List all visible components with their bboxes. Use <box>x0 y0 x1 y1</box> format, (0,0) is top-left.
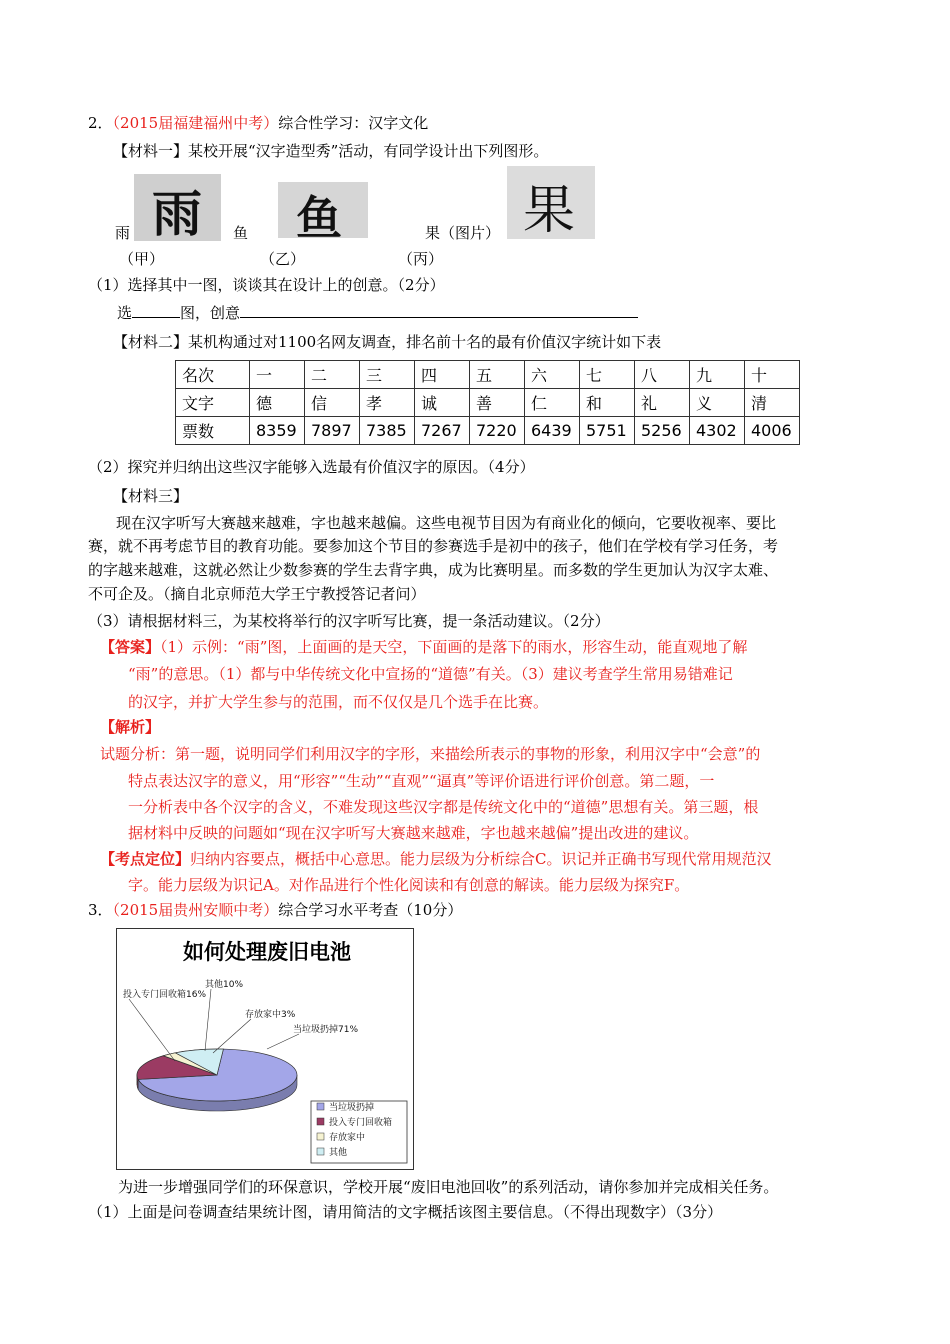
image-tag-bing: （丙） <box>398 250 444 268</box>
table-cell: 五 <box>470 361 525 389</box>
table-cell: 5256 <box>635 417 690 445</box>
leader-line <box>129 999 175 1061</box>
table-cell: 一 <box>250 361 305 389</box>
table-cell: 8359 <box>250 417 305 445</box>
q3-intro: 为进一步增强同学们的环保意识，学校开展“废旧电池回收”的系列活动，请你参加并完成相关任务。 <box>118 1178 779 1196</box>
row-label: 名次 <box>176 361 250 389</box>
table-cell: 7385 <box>360 417 415 445</box>
table-cell: 7220 <box>470 417 525 445</box>
table-cell: 义 <box>690 389 745 417</box>
row-label: 票数 <box>176 417 250 445</box>
row-label: 文字 <box>176 389 250 417</box>
image-tag-jia: （甲） <box>119 250 165 268</box>
answer-line <box>100 633 747 662</box>
pie-labels <box>123 978 358 1061</box>
table-row <box>176 361 800 389</box>
table-cell: 6439 <box>525 417 580 445</box>
slice-label: 存放家中3% <box>245 1010 296 1020</box>
table-cell: 八 <box>635 361 690 389</box>
table-cell: 仁 <box>525 389 580 417</box>
pie-svg <box>117 929 413 1169</box>
fill-middle: 图，创意 <box>180 304 241 322</box>
blank-idea[interactable] <box>240 302 638 318</box>
answer-line: “雨”的意思。（1）都与中华传统文化中宣扬的“道德”有关。（3）建议考查学生常用易错难记 <box>128 665 733 683</box>
q3-number: 3． <box>88 901 113 919</box>
fruit-glyph: 果 <box>523 181 576 241</box>
q3-source: （2015届贵州安顺中考） <box>112 901 279 919</box>
table-cell: 四 <box>415 361 470 389</box>
chart-title: 如何处理废旧电池 <box>183 939 351 964</box>
material3-title: 【材料三】 <box>113 487 189 505</box>
pie-body <box>137 1049 297 1111</box>
table-cell: 4302 <box>690 417 745 445</box>
material3-line: 不可企及。（摘自北京师范大学王宁教授答记者问） <box>88 585 426 603</box>
table-cell: 信 <box>305 389 360 417</box>
legend-swatch <box>317 1148 324 1155</box>
answer-line: 的汉字，并扩大学生参与的范围，而不仅仅是几个选手在比赛。 <box>128 693 549 711</box>
material1: 【材料一】某校开展“汉字造型秀”活动，有同学设计出下列图形。 <box>113 142 549 160</box>
q3-sub1: （1）上面是问卷调查结果统计图，请用简洁的文字概括该图主要信息。（不得出现数字）（3分） <box>88 1203 723 1221</box>
point-text: 归纳内容要点，概括中心意思。能力层级为分析综合C。识记并正确书写现代常用规范汉 <box>190 850 772 868</box>
q2-header <box>88 112 428 134</box>
legend-swatch <box>317 1103 324 1110</box>
fish-design-image <box>278 182 368 245</box>
analysis-line: 试题分析：第一题，说明同学们利用汉字的字形，来描绘所表示的事物的形象，利用汉字中“会意”的 <box>100 745 761 763</box>
legend-swatch <box>317 1118 324 1125</box>
table-cell: 二 <box>305 361 360 389</box>
point-label: 【考点定位】 <box>100 850 191 868</box>
battery-pie-chart <box>116 928 414 1170</box>
legend-swatch <box>317 1133 324 1140</box>
q2-topic: 综合性学习：汉字文化 <box>278 114 429 132</box>
point-line: 字。能力层级为识记A。对作品进行个性化阅读和有创意的解读。能力层级为探究F。 <box>128 876 690 894</box>
leader-line <box>267 1034 299 1049</box>
q2-sub1: （1）选择其中一图，谈谈其在设计上的创意。（2分） <box>88 276 445 294</box>
analysis-line: 一分析表中各个汉字的含义，不难发现这些汉字都是传统文化中的“道德”思想有关。第三题，根 <box>128 798 759 816</box>
fish-glyph: 鱼 <box>296 191 342 245</box>
table-cell: 5751 <box>580 417 635 445</box>
rain-glyph: 雨 <box>152 185 202 243</box>
q2-number: 2． <box>88 114 113 132</box>
leader-line <box>213 1019 251 1053</box>
material3-line: 的字越来越难，这就必然让少数参赛的学生去背字典，成为比赛明星。而多数的学生更加认为汉字太难、 <box>88 561 779 579</box>
material3-line: 现在汉字听写大赛越来越难，字也越来越偏。这些电视节目因为有商业化的倾向，它要收视率、要比 <box>116 514 777 532</box>
fruit-design-image <box>507 166 595 239</box>
legend-label: 当垃圾扔掉 <box>329 1103 375 1113</box>
q3-topic: 综合学习水平考查（10分） <box>278 901 463 919</box>
slice-label: 投入专门回收箱16% <box>123 990 207 1000</box>
table-cell: 三 <box>360 361 415 389</box>
material3-line: 赛，就不再考虑节目的教育功能。要参加这个节目的参赛选手是初中的孩子，他们在学校有学习任务，考 <box>88 537 779 555</box>
table-cell: 善 <box>470 389 525 417</box>
answer-text: （1）示例：“雨”图，上面画的是天空，下面画的是落下的雨水，形容生动，能直观地了解 <box>160 638 748 656</box>
table-cell: 7267 <box>415 417 470 445</box>
table-cell: 7897 <box>305 417 360 445</box>
table-cell: 十 <box>745 361 800 389</box>
analysis-line: 据材料中反映的问题如“现在汉字听写大赛越来越难，字也越来越偏”提出改进的建议。 <box>128 824 699 842</box>
legend-label: 投入专门回收箱 <box>329 1118 393 1128</box>
image-caption-fish: 鱼 <box>233 224 249 242</box>
table-cell: 六 <box>525 361 580 389</box>
image-caption-fruit: 果（图片） <box>425 224 501 242</box>
table-cell: 孝 <box>360 389 415 417</box>
table-cell: 德 <box>250 389 305 417</box>
q2-sub3: （3）请根据材料三，为某校将举行的汉字听写比赛，提一条活动建议。（2分） <box>88 612 610 630</box>
legend-label: 其他 <box>329 1148 348 1158</box>
image-tag-yi: （乙） <box>260 250 306 268</box>
slice-label: 其他10% <box>205 980 244 990</box>
table-cell: 礼 <box>635 389 690 417</box>
analysis-line: 特点表达汉字的意义，用“形容”“生动”“直观”“逼真”等评价语进行评价创意。第二题，一 <box>128 772 715 790</box>
image-caption-rain: 雨 <box>115 224 131 242</box>
q2-sub2: （2）探究并归纳出这些汉字能够入选最有价值汉字的原因。（4分） <box>88 458 535 476</box>
table-row <box>176 417 800 445</box>
legend-label: 存放家中 <box>329 1133 366 1143</box>
fill-prefix: 选 <box>117 304 133 322</box>
q3-header <box>88 899 462 921</box>
rain-design-image <box>134 174 221 241</box>
q2-source: （2015届福建福州中考） <box>112 114 279 132</box>
value-chars-table <box>175 360 800 445</box>
table-cell: 九 <box>690 361 745 389</box>
table-cell: 4006 <box>745 417 800 445</box>
slice-label: 当垃圾扔掉71% <box>293 1025 359 1035</box>
point-line <box>100 845 772 874</box>
material2: 【材料二】某机构通过对1100名网友调查，排名前十名的最有价值汉字统计如下表 <box>113 333 662 351</box>
fill-in-line <box>117 302 638 324</box>
blank-choice[interactable] <box>132 302 180 318</box>
pie-legend <box>311 1101 407 1163</box>
analysis-label: 【解析】 <box>100 718 161 736</box>
table-cell: 诚 <box>415 389 470 417</box>
table-cell: 和 <box>580 389 635 417</box>
table-row <box>176 389 800 417</box>
answer-label: 【答案】 <box>100 638 161 656</box>
table-cell: 七 <box>580 361 635 389</box>
table-cell: 清 <box>745 389 800 417</box>
